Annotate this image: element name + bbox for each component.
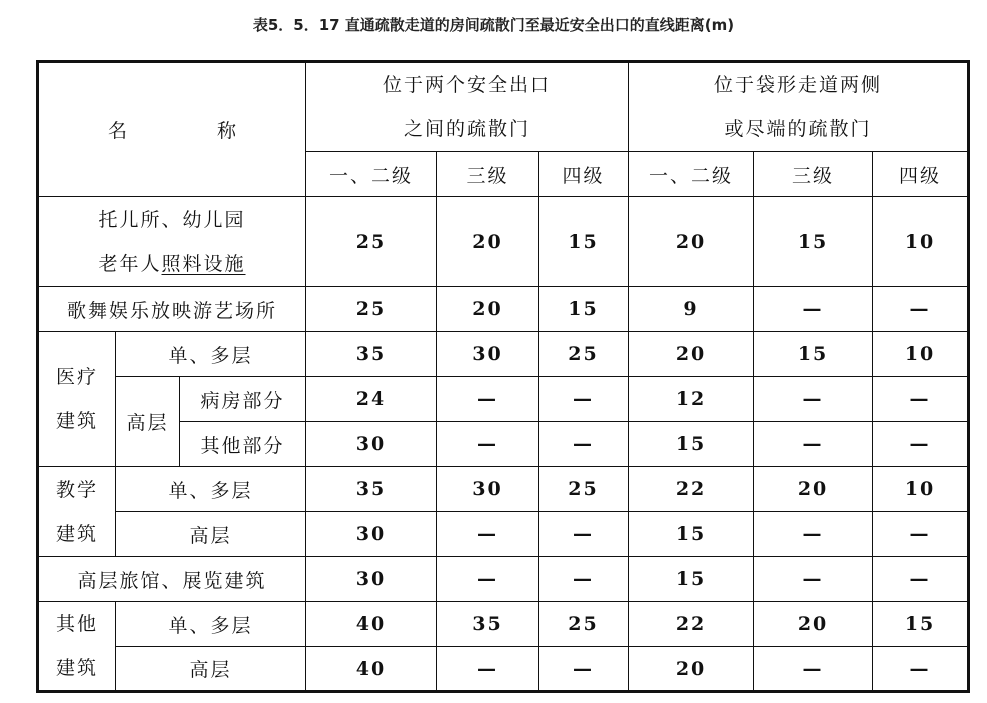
sub-label-high-rise: 高层 xyxy=(116,647,306,692)
table-cell: — xyxy=(437,512,539,557)
table-cell: — xyxy=(873,512,969,557)
table-cell: — xyxy=(437,557,539,602)
table-cell: 15 xyxy=(754,197,873,287)
table-cell: 24 xyxy=(306,377,437,422)
table-cell: 25 xyxy=(306,287,437,332)
table-cell: 10 xyxy=(873,197,969,287)
table-cell: 20 xyxy=(437,287,539,332)
header-level: 四级 xyxy=(873,152,969,197)
table-cell: — xyxy=(754,647,873,692)
row-label-nursery: 托儿所、幼儿园 老年人照料设施 xyxy=(38,197,306,287)
sub-label-high-rise: 高层 xyxy=(116,512,306,557)
table-cell: 20 xyxy=(754,602,873,647)
table-cell: — xyxy=(873,287,969,332)
header-level: 一、二级 xyxy=(629,152,754,197)
table-cell: 20 xyxy=(629,647,754,692)
table-cell: — xyxy=(437,647,539,692)
table-cell: — xyxy=(873,422,969,467)
table-cell: — xyxy=(539,422,629,467)
table-cell: — xyxy=(754,377,873,422)
distance-table xyxy=(36,60,970,693)
sub-label-other-part: 其他部分 xyxy=(180,422,306,467)
table-cell: — xyxy=(754,287,873,332)
row-label-entertainment: 歌舞娱乐放映游艺场所 xyxy=(38,287,306,332)
table-cell: — xyxy=(539,647,629,692)
table-cell: 20 xyxy=(437,197,539,287)
header-level: 一、二级 xyxy=(306,152,437,197)
table-cell: 40 xyxy=(306,647,437,692)
table-cell: — xyxy=(437,422,539,467)
table-cell: 25 xyxy=(539,602,629,647)
header-group-dead-end: 位于袋形走道两侧 或尽端的疏散门 xyxy=(629,62,969,152)
table-cell: 40 xyxy=(306,602,437,647)
table-cell: 30 xyxy=(306,512,437,557)
sub-label-ward: 病房部分 xyxy=(180,377,306,422)
header-level: 三级 xyxy=(754,152,873,197)
header-group-between-exits: 位于两个安全出口 之间的疏散门 xyxy=(306,62,629,152)
table-caption: 表5．5．17 直通疏散走道的房间疏散门至最近安全出口的直线距离(m) xyxy=(252,16,735,34)
table-cell: 15 xyxy=(754,332,873,377)
table-cell: 30 xyxy=(306,557,437,602)
table-cell: — xyxy=(873,557,969,602)
table-cell: — xyxy=(873,647,969,692)
sub-label-high-rise: 高层 xyxy=(116,377,180,467)
table-cell: 22 xyxy=(629,467,754,512)
table-cell: 35 xyxy=(306,467,437,512)
table-cell: 15 xyxy=(629,512,754,557)
table-cell: 15 xyxy=(873,602,969,647)
sub-label-multi-storey: 单、多层 xyxy=(116,467,306,512)
row-label-hotel: 高层旅馆、展览建筑 xyxy=(38,557,306,602)
table-cell: 22 xyxy=(629,602,754,647)
table-cell: 20 xyxy=(629,197,754,287)
table-cell: — xyxy=(539,512,629,557)
table-cell: 20 xyxy=(629,332,754,377)
header-name: 名 称 xyxy=(38,62,306,197)
table-cell: 25 xyxy=(306,197,437,287)
table-cell: 25 xyxy=(539,332,629,377)
sub-label-multi-storey: 单、多层 xyxy=(116,332,306,377)
row-label-medical: 医疗 建筑 xyxy=(38,332,116,467)
table-cell: 30 xyxy=(306,422,437,467)
table-cell: 35 xyxy=(437,602,539,647)
table-cell: 35 xyxy=(306,332,437,377)
table-cell: 20 xyxy=(754,467,873,512)
table-cell: — xyxy=(437,377,539,422)
header-level: 四级 xyxy=(539,152,629,197)
table-cell: 12 xyxy=(629,377,754,422)
table-cell: 30 xyxy=(437,332,539,377)
table-cell: 15 xyxy=(539,197,629,287)
underlined-text: 照料设施 xyxy=(161,252,246,275)
table-cell: — xyxy=(539,557,629,602)
table-cell: 9 xyxy=(629,287,754,332)
table-cell: 15 xyxy=(539,287,629,332)
table-cell: — xyxy=(754,422,873,467)
table-cell: 15 xyxy=(629,557,754,602)
sub-label-multi-storey: 单、多层 xyxy=(116,602,306,647)
table-cell: — xyxy=(754,512,873,557)
header-level: 三级 xyxy=(437,152,539,197)
table-cell: — xyxy=(539,377,629,422)
table-cell: 10 xyxy=(873,467,969,512)
table-cell: — xyxy=(754,557,873,602)
table-cell: — xyxy=(873,377,969,422)
table-cell: 30 xyxy=(437,467,539,512)
row-label-teaching: 教学 建筑 xyxy=(38,467,116,557)
table-cell: 10 xyxy=(873,332,969,377)
table-cell: 15 xyxy=(629,422,754,467)
table-cell: 25 xyxy=(539,467,629,512)
row-label-other: 其他 建筑 xyxy=(38,602,116,692)
